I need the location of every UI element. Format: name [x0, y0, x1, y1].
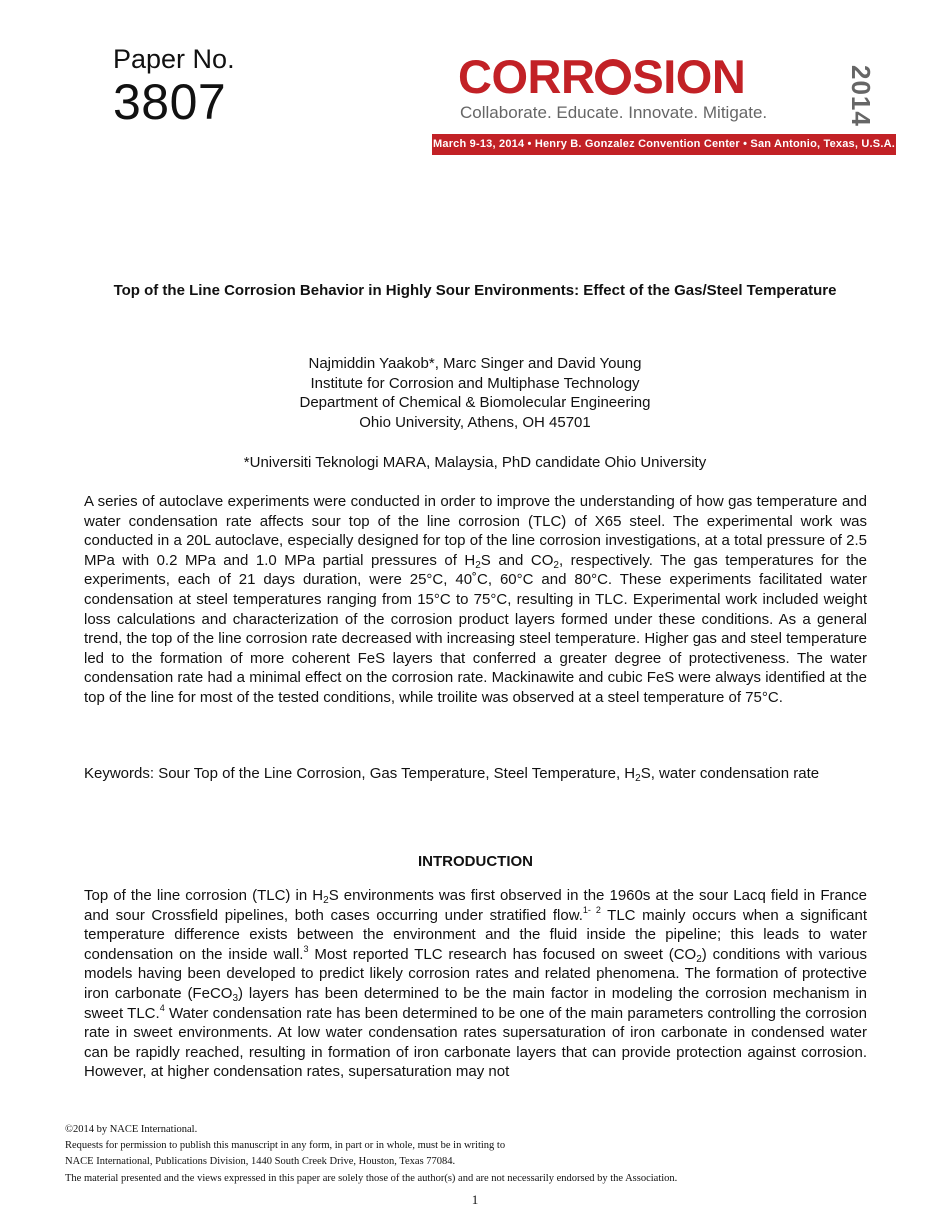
footer-copyright: ©2014 by NACE International. [65, 1124, 198, 1135]
paper-number-block [113, 44, 235, 128]
abstract-paragraph: A series of autoclave experiments were conducted in order to improve the understanding of how gas temperature and water condensation rate affects sour top of the line corrosion (TLC) of X65 steel. The experimental work was conducted in a 20L autoclave, especially designed for top of the line corrosion investigations, at a total pressure of 2.5 MPa with 0.2 MPa and 1.0 MPa partial pressures of $H_2S$ and $CO_2$, respectively. The gas temperatures for the experiments, each of 21 days duration, were 25°C, 40˚C, 60°C and 80°C. These experiments facilitated water condensation at steel temperatures ranging from 15°C to 75°C, resulting in TLC. Experimental work included weight loss calculations and characterization of the corrosion product layers formed under these conditions. As a general trend, the top of the line corrosion rate decreased with increasing steel temperature. Higher gas and steel temperature led to the formation of more coherent FeS layers that conferred a greater degree of protectiveness. The water condensation rate had a minimal effect on the corrosion rate. Mackinawite and cubic FeS were always identified at the top of the line for most of the tested conditions, while troilite was observed at a steel temperature of 75°C. [84, 493, 868, 706]
citation-ref: 3 [303, 943, 309, 954]
logo-globe-icon [595, 59, 631, 95]
logo-word-right: SION [632, 50, 746, 103]
author-block [100, 354, 850, 432]
copyright-footer [65, 1122, 895, 1187]
logo-tagline: Collaborate. Educate. Innovate. Mitigate. [460, 103, 768, 122]
author-institute: Institute for Corrosion and Multiphase Technology [310, 374, 640, 392]
logo-wordmark [458, 51, 745, 103]
footer-address: NACE International, Publications Division, 1440 South Creek Drive, Houston, Texas 77084. [65, 1156, 456, 1168]
author-names: Najmiddin Yaakob*, Marc Singer and David Young [308, 355, 642, 372]
logo-year: 2014 [846, 65, 876, 127]
corrosion-2014-logo [432, 50, 896, 155]
paper-number: 3807 [113, 74, 227, 130]
citation-ref: 1- 2 [582, 904, 601, 915]
paper-number-label: Paper No. [113, 44, 235, 74]
logo-word-left: CORR [458, 50, 595, 103]
footer-disclaimer: The material presented and the views expressed in this paper are solely those of the author(s) and are not necessarily endorsed by the Association. [65, 1172, 678, 1184]
keywords-paragraph: Keywords: Sour Top of the Line Corrosion, Gas Temperature, Steel Temperature, $H_2S$, water condensation rate [84, 765, 820, 784]
introduction-paragraph: Top of the line corrosion (TLC) in $H_2S$ environments was first observed in the 1960s at the sour Lacq field in France and sour Crossfield pipelines, both cases occurring under stratified flow.$^{1- 2}$ TLC mainly occurs when a significant temperature difference exists between the environment and the fluid inside the pipeline; this leads to water condensation on the inside wall.$^3$ Most reported TLC research has focused on sweet $(CO_2)$ conditions with various models having been developed to predict likely corrosion rates and related phenomena. The formation of protective iron carbonate (FeCO$_3$) layers has been determined to be the main factor in modeling the corrosion mechanism in sweet TLC.$^4$ Water condensation rate has been determined to be one of the main parameters controlling the corrosion rate in sweet environments. At low water condensation rates supersaturation of iron carbonate in condensed water can be rapidly reached, resulting in formation of iron carbonate layers that can provide protection against corrosion. However, at higher condensation rates, supersaturation may not [84, 887, 867, 1081]
logo-event-bar: March 9-13, 2014 • Henry B. Gonzalez Convention Center • San Antonio, Texas, U.S.A. [432, 134, 896, 155]
page-number: 1 [471, 1192, 479, 1207]
author-note: *Universiti Teknologi MARA, Malaysia, PhD candidate Ohio University [243, 454, 707, 471]
author-department: Department of Chemical & Biomolecular Engineering [299, 394, 651, 411]
paper-title: Top of the Line Corrosion Behavior in Highly Sour Environments: Effect of the Gas/Steel Temperature [113, 282, 837, 299]
section-heading-introduction: INTRODUCTION [418, 853, 533, 870]
footer-permissions: Requests for permission to publish this manuscript in any form, in part or in whole, must be in writing to [65, 1140, 506, 1152]
author-university: Ohio University, Athens, OH 45701 [359, 413, 591, 431]
citation-ref: 4 [159, 1002, 165, 1013]
